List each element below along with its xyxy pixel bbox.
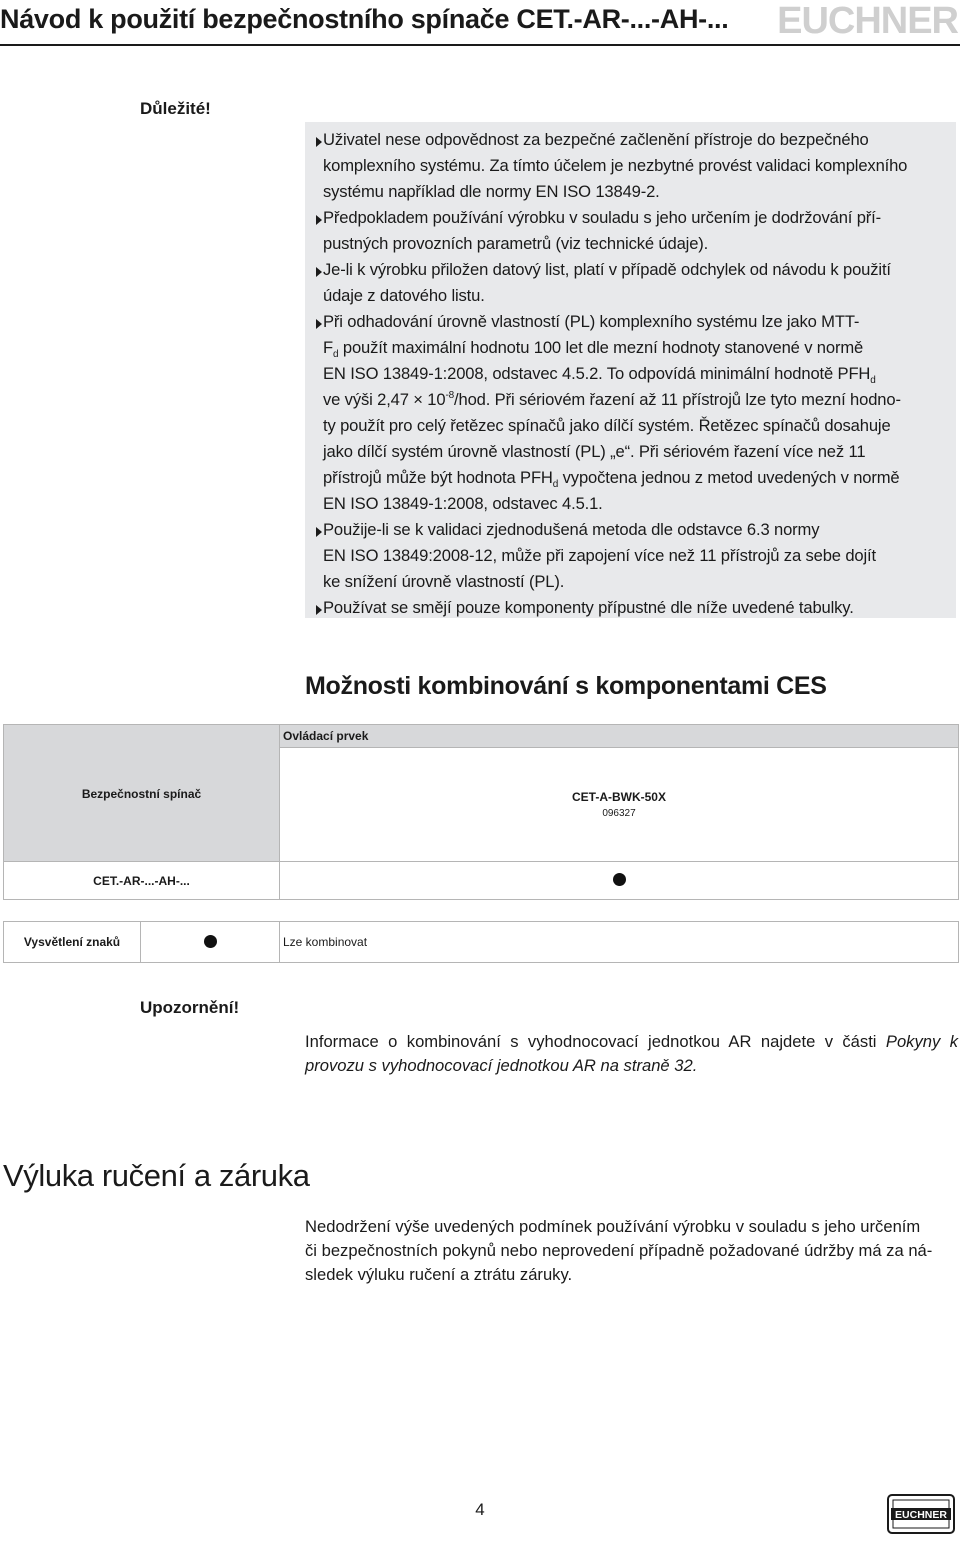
euchner-footer-logo [887, 1494, 955, 1534]
subscript-d: d [552, 479, 559, 490]
notice-paragraph: Informace o kombinování s vyhodnocovací jednotkou AR najdete v části Pokyny k provozu s vyhodnocovací jednotkou AR na straně 32. [305, 1032, 958, 1075]
combinations-title: Možnosti kombinování s komponentami CES [305, 672, 827, 700]
important-line: Používat se smějí pouze komponenty přípustné dle níže uvedené tabulky. [323, 598, 854, 617]
important-line: systému například dle normy EN ISO 13849-2. [323, 182, 660, 201]
document-title: Návod k použití bezpečnostního spínače CET.-AR-...-AH-... [0, 4, 729, 34]
brand-logo: EUCHNER [777, 0, 958, 42]
combination-table [3, 724, 959, 900]
important-line: EN ISO 13849:2008-12, může při zapojení více než 11 přístrojů za sebe dojít [323, 546, 876, 565]
operator-header: Ovládací prvek [283, 729, 369, 743]
important-info-box [305, 122, 956, 618]
switch-type-cell: CET.-AR-...-AH-... [93, 874, 190, 888]
important-line: jako dílčí systém úrovně vlastností (PL) „e“. Při sériovém řazení více než 11 [323, 442, 866, 461]
subscript-d: d [333, 349, 339, 360]
important-line: EN ISO 13849-1:2008, odstavec 4.5.1. [323, 494, 603, 513]
important-line: ke snížení úrovně vlastností (PL). [323, 572, 565, 591]
combinable-dot-icon [204, 935, 217, 948]
important-line: EN ISO 13849-1:2008, odstavec 4.5.2. To odpovídá minimální hodnotě $PFH_d$ [323, 364, 876, 386]
important-line: ty použít pro celý řetězec spínačů jako dílčí systém. Řetězec spínačů dosahuje [323, 416, 891, 435]
legend-symbol-cell [141, 922, 280, 962]
warranty-title: Výluka ručení a záruka [3, 1158, 310, 1193]
bullet-arrow-icon [315, 319, 323, 329]
important-line: komplexního systému. Za tímto účelem je nezbytné provést validaci komplexního [323, 156, 908, 175]
important-line: $F_d$ použít maximální hodnotu 100 let dle mezní hodnoty stanovené v normě [323, 338, 864, 360]
bullet-arrow-icon [315, 527, 323, 537]
important-line: Použije-li se k validaci zjednodušená metoda dle odstavce 6.3 normy [323, 520, 820, 539]
warranty-line: či bezpečnostních pokynů nebo neprovedení případně požadované údržby má za ná- [305, 1241, 933, 1260]
actuator-order-number: 096327 [602, 808, 636, 819]
subscript-d: d [870, 375, 876, 386]
table-divider [4, 861, 958, 862]
important-line: Při odhadování úrovně vlastností (PL) komplexního systému lze jako MTT- [323, 312, 860, 331]
exponent: -8 [445, 390, 455, 401]
important-line: ve výši $2,47 \times 10^{-8}$/hod. Při sériovém řazení až 11 přístrojů lze tyto mezní hodno- [323, 390, 901, 409]
actuator-name: CET-A-BWK-50X [571, 790, 666, 804]
notice-heading: Upozornění! [140, 998, 240, 1017]
bullet-arrow-icon [315, 215, 323, 225]
important-line: přístrojů může být hodnota $PFH_d$ vypočtena jednou z metod uvedených v normě [323, 468, 900, 490]
legend-table [3, 921, 959, 963]
important-line: Je-li k výrobku přiložen datový list, platí v případě odchylek od návodu k použití [323, 260, 891, 279]
legend-text: Lze kombinovat [283, 935, 368, 949]
bullet-arrow-icon [315, 267, 323, 277]
safety-switch-header: Bezpečnostní spínač [81, 787, 202, 801]
bullet-arrow-icon [315, 605, 323, 615]
warranty-line: sledek výluku ručení a ztrátu záruky. [305, 1265, 573, 1284]
important-heading: Důležité! [140, 99, 211, 118]
warranty-line: Nedodržení výše uvedených podmínek používání výrobku v souladu s jeho určením [305, 1217, 921, 1236]
important-line: údaje z datového listu. [323, 286, 485, 305]
important-line: Uživatel nese odpovědnost za bezpečné začlenění přístroje do bezpečného [323, 130, 869, 149]
important-line: pustných provozních parametrů (viz technické údaje). [323, 234, 709, 253]
header-divider [0, 44, 960, 46]
mttfd-symbol: F [323, 338, 333, 357]
footer-logo-text: EUCHNER [895, 1509, 947, 1521]
bullet-arrow-icon [315, 137, 323, 147]
combinable-dot-icon [613, 873, 626, 886]
page-number: 4 [475, 1500, 485, 1519]
warranty-paragraph [305, 1215, 958, 1287]
important-line: Předpokladem používání výrobku v souladu s jeho určením je dodržování pří- [323, 208, 882, 227]
legend-label: Vysvětlení znaků [4, 922, 141, 962]
table-header-row [279, 725, 958, 748]
